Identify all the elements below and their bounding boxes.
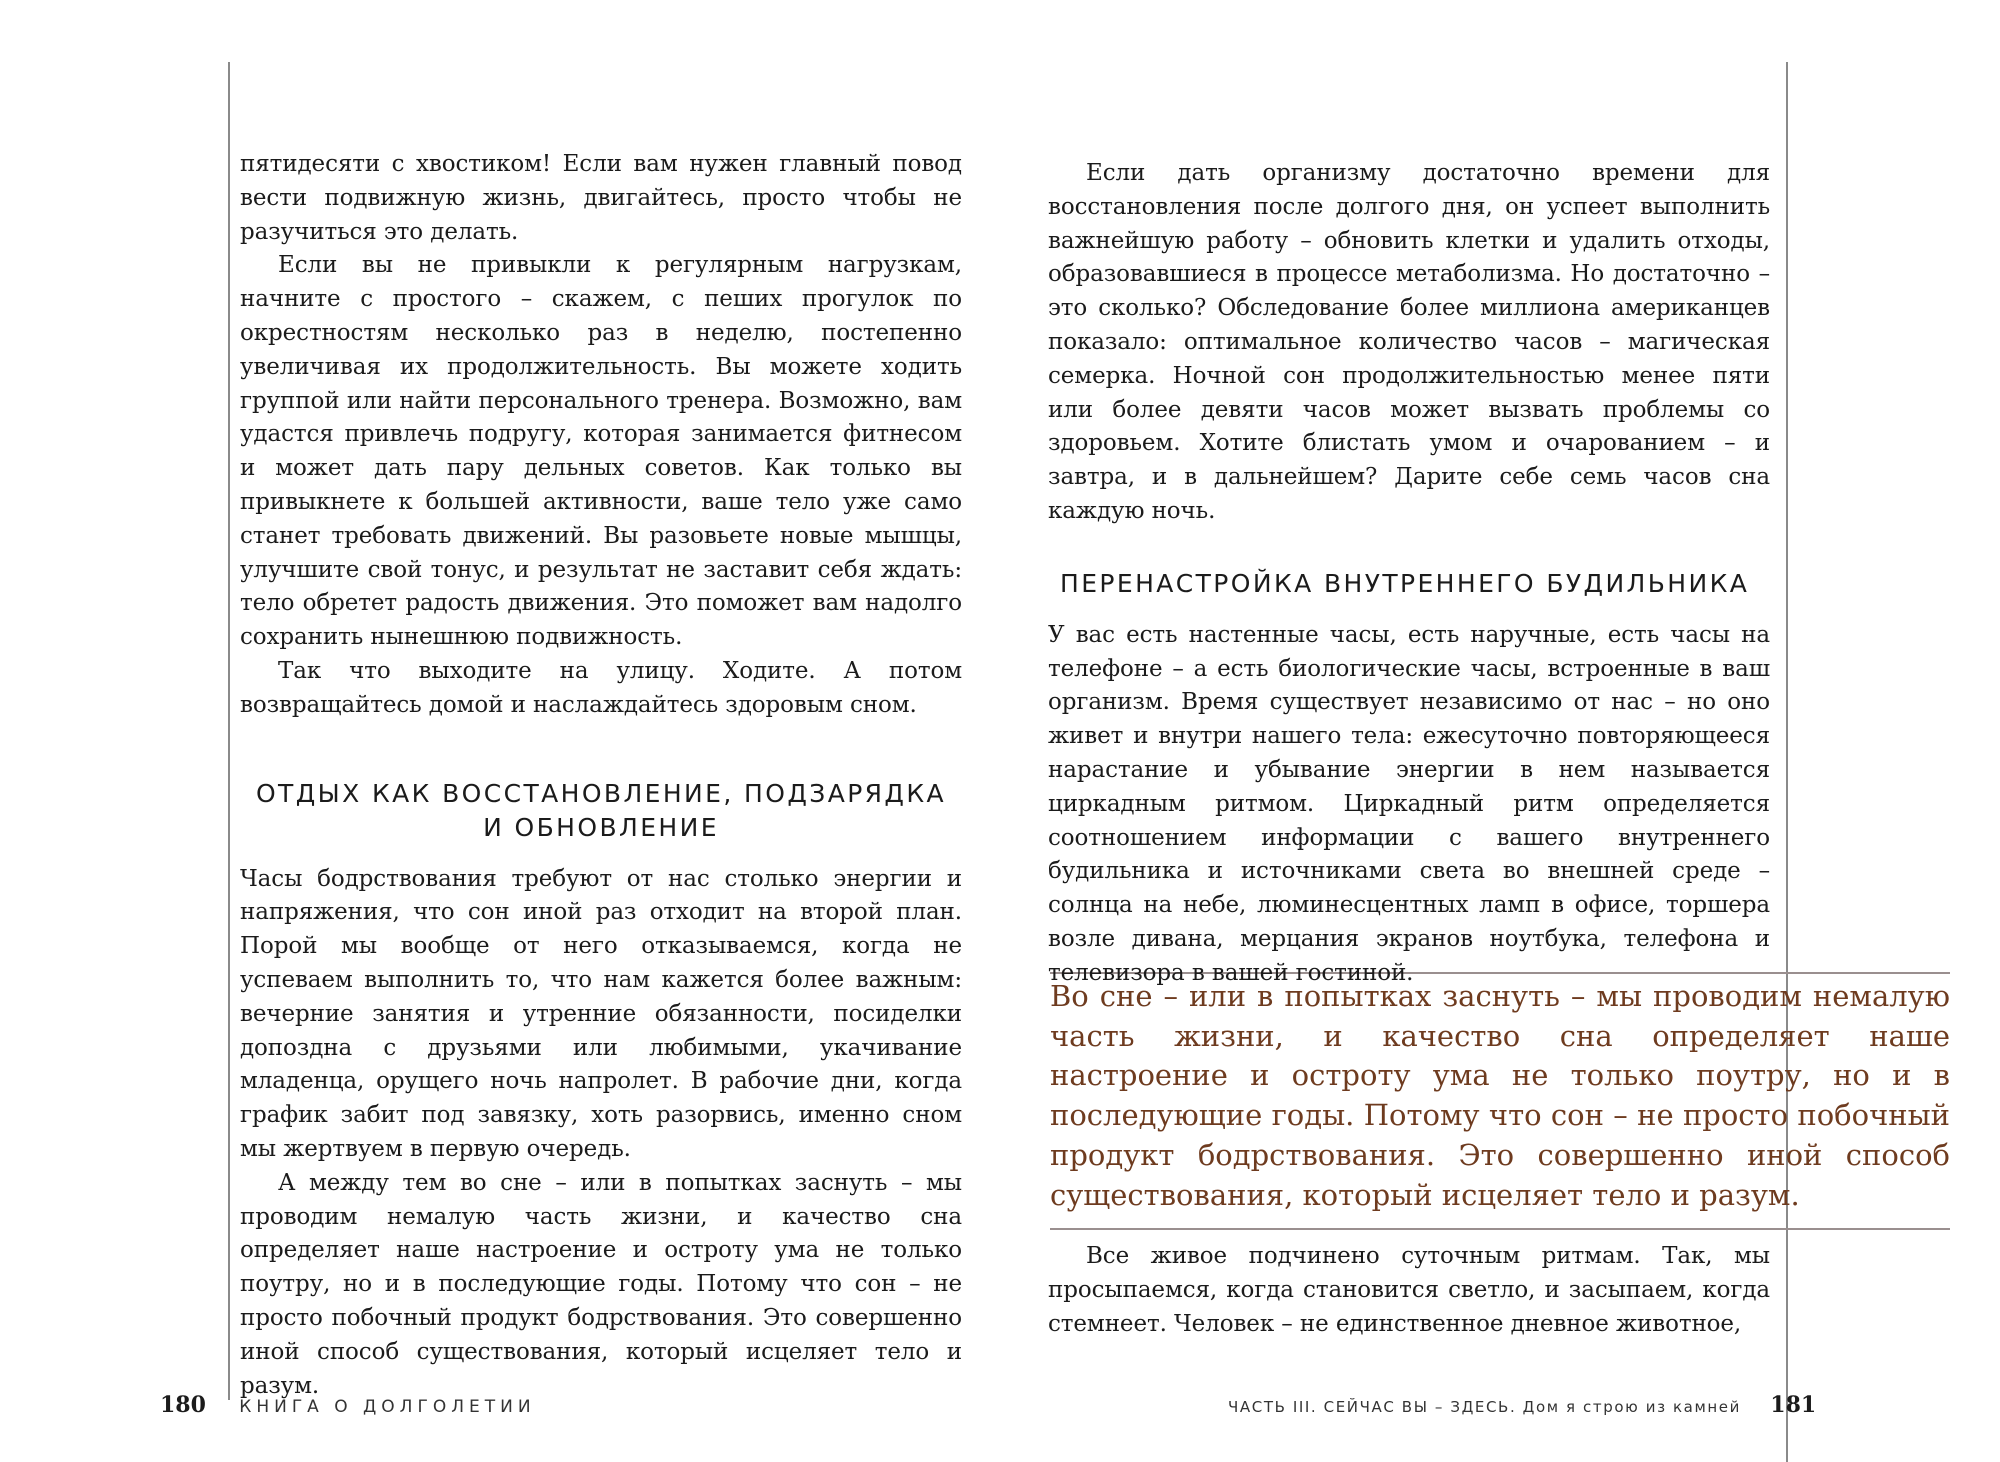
right-footer: [1228, 1392, 1816, 1418]
left-paragraph-3: Так что выходите на улицу. Ходите. А потом возвращайтесь домой и наслаждайтесь здоровым сном.: [240, 657, 962, 718]
section-heading-rest: [240, 777, 962, 845]
left-paragraph-4: Часы бодрствования требуют от нас столько энергии и напряжения, что сон иной раз отходит на второй план. Порой мы вообще от него отказываемся, когда не успеваем выполнить то, что нам кажется более важным: вечерние занятия и утренние обязанности, посиделки допоздна с друзьями или любимыми, укачивание младенца, орущего ночь напролет. В рабочие дни, когда график забит под завязку, хоть разорвись, именно сном мы жертвуем в первую очередь.: [240, 865, 962, 1162]
left-running-title: КНИГА О ДОЛГОЛЕТИИ: [239, 1397, 536, 1417]
left-margin-rule: [228, 62, 230, 1400]
pull-quote-bottom-rule: [1050, 1228, 1950, 1230]
right-page-continuation: [1048, 1240, 1770, 1341]
right-margin-rule: [1786, 62, 1788, 1462]
right-page-body: [1048, 157, 1770, 991]
pull-quote: Во сне – или в попытках заснуть – мы проводим немалую часть жизни, и качество сна определяет наше настроение и остроту ума не только поутру, но и в последующие годы. Потому что сон – не просто побочный продукт бодрствования. Это совершенно иной способ существования, который исцеляет тело и разум.: [1050, 979, 1950, 1212]
section-heading-clock: ПЕРЕНАСТРОЙКА ВНУТРЕННЕГО БУДИЛЬНИКА: [1060, 568, 1750, 598]
section-heading-rest-line1: ОТДЫХ КАК ВОССТАНОВЛЕНИЕ, ПОДЗАРЯДКА: [255, 778, 947, 808]
left-page-body: [240, 148, 962, 1403]
left-paragraph-2: Если вы не привыкли к регулярным нагрузкам, начните с простого – скажем, с пеших прогулок по окрестностям несколько раз в неделю, постепенно увеличивая их продолжительность. Вы можете ходить группой или найти персонального тренера. Возможно, вам удастся привлечь подругу, которая занимается фитнесом и может дать пару дельных советов. Как только вы привыкнете к большей активности, ваше тело уже само станет требовать движений. Вы разовьете новые мышцы, улучшите свой тонус, и результат не заставит себя ждать: тело обретет радость движения. Это поможет вам надолго сохранить нынешнюю подвижность.: [240, 252, 962, 651]
right-page-number: 181: [1770, 1392, 1817, 1418]
section-heading-rest-line2: И ОБНОВЛЕНИЕ: [483, 812, 719, 842]
left-paragraph-5: А между тем во сне – или в попытках заснуть – мы проводим немалую часть жизни, и качество сна определяет наше настроение и остроту ума не только поутру, но и в последующие годы. Потому что сон – не просто побочный продукт бодрствования. Это совершенно иной способ существования, который исцеляет тело и разум.: [240, 1169, 962, 1399]
right-paragraph-2: У вас есть настенные часы, есть наручные, есть часы на телефоне – а есть биологические часы, встроенные в ваш организм. Время существует независимо от нас – но оно живет и внутри нашего тела: ежесуточно повторяющееся нарастание и убывание энергии в нем называется циркадным ритмом. Циркадный ритм определяется соотношением информации с вашего внутреннего будильника и источниками света во внешней среде – солнца на небе, люминесцентных ламп в офисе, торшера возле дивана, мерцания экранов ноутбука, телефона и телевизора в вашей гостиной.: [1048, 621, 1770, 986]
left-footer: [160, 1392, 536, 1418]
right-running-title: ЧАСТЬ III. СЕЙЧАС ВЫ – ЗДЕСЬ. Дом я строю из камней: [1228, 1398, 1741, 1416]
right-paragraph-1: Если дать организму достаточно времени для восстановления после долгого дня, он успеет выполнить важнейшую работу – обновить клетки и удалить отходы, образовавшиеся в процессе метаболизма. Но достаточно – это сколько? Обследование более миллиона американцев показало: оптимальное количество часов – магическая семерка. Ночной сон продолжительностью менее пяти или более девяти часов может вызвать проблемы со здоровьем. Хотите блистать умом и очарованием – и завтра, и в дальнейшем? Дарите себе семь часов сна каждую ночь.: [1048, 160, 1770, 524]
right-paragraph-3: Все живое подчинено суточным ритмам. Так, мы просыпаемся, когда становится светло, и засыпаем, когда стемнеет. Человек – не единственное дневное животное,: [1048, 1243, 1770, 1337]
left-paragraph-1: пятидесяти с хвостиком! Если вам нужен главный повод вести подвижную жизнь, двигайтесь, просто чтобы не разучиться это делать.: [240, 151, 962, 245]
left-page-number: 180: [160, 1392, 206, 1418]
